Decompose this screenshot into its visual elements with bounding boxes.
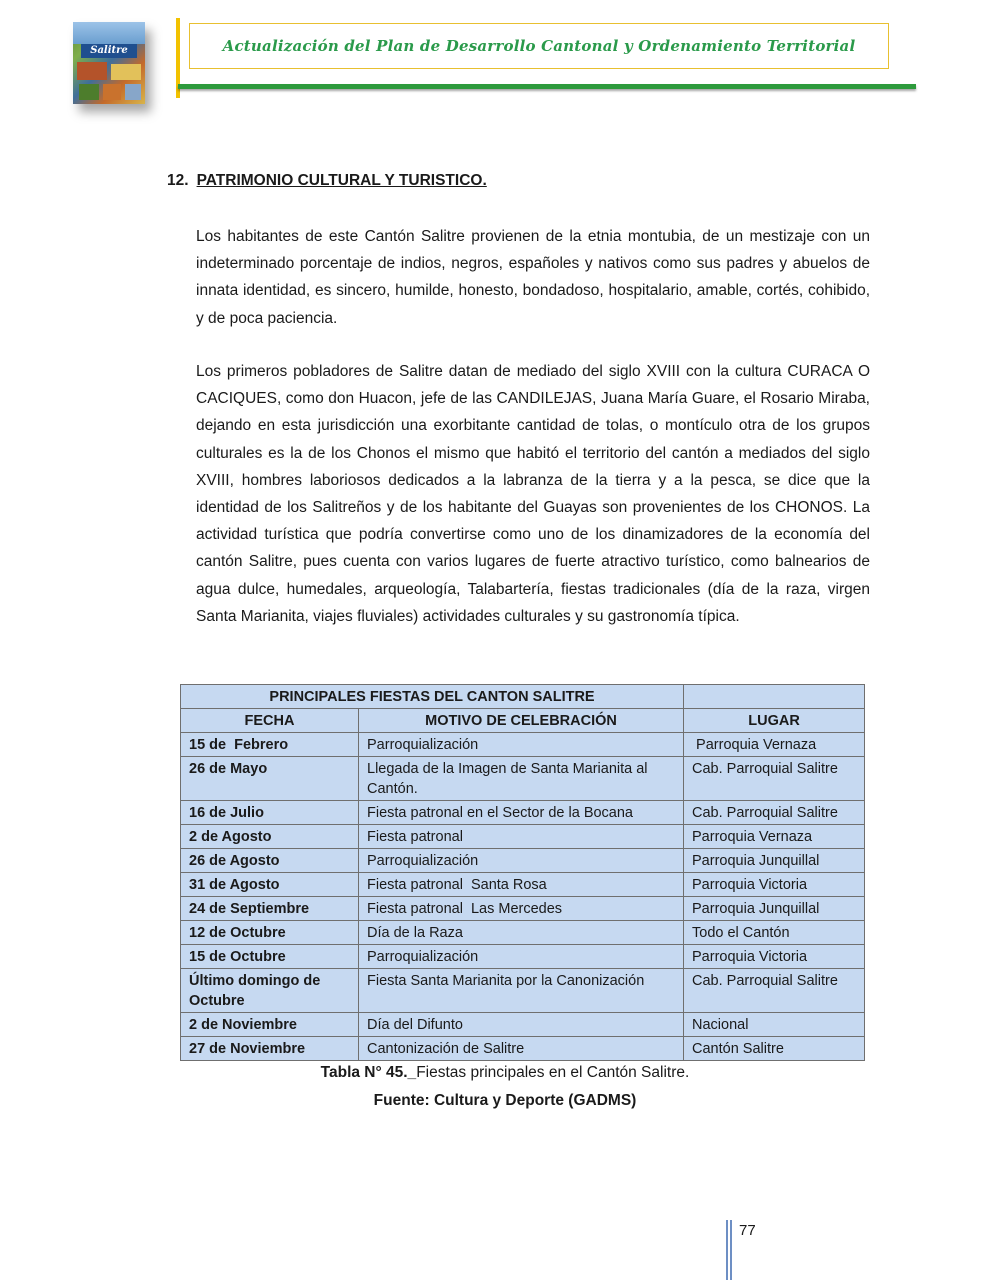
page-bar (730, 1220, 732, 1280)
paragraph-2: Los primeros pobladores de Salitre datan de mediado del siglo XVIII con la cultura CURACA O CACIQUES, como don Huacon, jefe de las CANDILEJAS, Juana María Guare, el Rosario Miraba, dejando en esta jurisdicción una exorbitante cantidad de tolas, o montículo otra de los grupos culturales es la de los Chonos el mismo que habitó el territorio del cantón a mediados del siglo XVIII, hombres laboriosos dedicados a la labranza de la tierra y a la pesca, se dice que la identidad de los Salitreños y de los habitante del Guayas son provenientes de los CHONOS. La actividad turística que podría convertirse como uno de los dinamizadores de la economía del cantón Salitre, pues cuenta con varios lugares de fuerte atractivo turístico, como balnearios de agua dulce, humedales, arqueología, Talabartería, fiestas tradicionales (día de la raza, virgen Santa Marianita, viajes fluviales) actividades culturales y su gastronomía típica. (196, 363, 870, 625)
cell-lugar: Parroquia Junquillal (684, 897, 865, 921)
cell-lugar: Todo el Cantón (684, 921, 865, 945)
table-row (181, 897, 865, 921)
cell-fecha: 16 de Julio (181, 801, 359, 825)
table-row (181, 733, 865, 757)
cell-lugar: Parroquia Victoria (684, 873, 865, 897)
paragraph-1: Los habitantes de este Cantón Salitre provienen de la etnia montubia, de un mestizaje con un indeterminado porcentaje de indios, negros, españoles y nativos como sus padres y abuelos de innata identidad, es sincero, humilde, honesto, bondadoso, hospitalario, amable, cortés, cohibido, y de poca paciencia. (196, 228, 870, 327)
table-title: PRINCIPALES FIESTAS DEL CANTON SALITRE (181, 685, 684, 709)
table-row (181, 969, 865, 1013)
table-row (181, 873, 865, 897)
header-fecha: FECHA (181, 709, 359, 733)
cell-lugar: Cantón Salitre (684, 1037, 865, 1061)
table-title-row (181, 685, 865, 709)
table-body (181, 733, 865, 1061)
cell-fecha: 12 de Octubre (181, 921, 359, 945)
header-title: Actualización del Plan de Desarrollo Cantonal y Ordenamiento Territorial (222, 37, 856, 55)
cell-motivo: Parroquialización (359, 733, 684, 757)
cell-fecha: 27 de Noviembre (181, 1037, 359, 1061)
cell-lugar: Cab. Parroquial Salitre (684, 969, 865, 1013)
cell-fecha: 15 de Octubre (181, 945, 359, 969)
table-row (181, 849, 865, 873)
cell-motivo: Llegada de la Imagen de Santa Marianita al Cantón. (359, 757, 684, 801)
header-motivo: MOTIVO DE CELEBRACIÓN (359, 709, 684, 733)
cell-motivo: Parroquialización (359, 945, 684, 969)
cell-lugar: Nacional (684, 1013, 865, 1037)
table-caption (180, 1064, 830, 1082)
page-number: 77 (739, 1222, 756, 1239)
cell-lugar: Parroquia Vernaza (684, 825, 865, 849)
table-row (181, 945, 865, 969)
cell-motivo: Fiesta Santa Marianita por la Canonización (359, 969, 684, 1013)
salitre-logo (73, 22, 145, 104)
cell-fecha: 2 de Noviembre (181, 1013, 359, 1037)
logo-label: Salitre (81, 44, 137, 58)
cell-fecha: 2 de Agosto (181, 825, 359, 849)
cell-lugar: Parroquia Victoria (684, 945, 865, 969)
fiestas-table (180, 684, 865, 1061)
cell-motivo: Fiesta patronal Santa Rosa (359, 873, 684, 897)
cell-lugar: Parroquia Junquillal (684, 849, 865, 873)
cell-fecha: 15 de Febrero (181, 733, 359, 757)
header-lugar: LUGAR (684, 709, 865, 733)
caption-text: Fiestas principales en el Cantón Salitre. (416, 1064, 690, 1081)
caption-label: Tabla N° 45._ (320, 1064, 417, 1081)
cell-lugar: Cab. Parroquial Salitre (684, 757, 865, 801)
table-row (181, 1013, 865, 1037)
cell-motivo: Fiesta patronal Las Mercedes (359, 897, 684, 921)
cell-motivo: Día de la Raza (359, 921, 684, 945)
cell-motivo: Fiesta patronal en el Sector de la Bocana (359, 801, 684, 825)
section-title: PATRIMONIO CULTURAL Y TURISTICO. (196, 172, 487, 189)
table-header-row (181, 709, 865, 733)
cell-lugar: Parroquia Vernaza (684, 733, 865, 757)
table-row (181, 825, 865, 849)
cell-motivo: Fiesta patronal (359, 825, 684, 849)
cell-fecha: 26 de Agosto (181, 849, 359, 873)
header-rule (178, 84, 916, 89)
section-heading (167, 172, 487, 190)
cell-fecha: 24 de Septiembre (181, 897, 359, 921)
page-bar (726, 1220, 728, 1280)
cell-motivo: Día del Difunto (359, 1013, 684, 1037)
cell-fecha: 26 de Mayo (181, 757, 359, 801)
table-title-empty-cell (684, 685, 865, 709)
table-row (181, 921, 865, 945)
section-number: 12. (167, 172, 189, 189)
table-row (181, 801, 865, 825)
header-title-box (189, 23, 889, 69)
cell-fecha: Último domingo de Octubre (181, 969, 359, 1013)
cell-fecha: 31 de Agosto (181, 873, 359, 897)
cell-motivo: Cantonización de Salitre (359, 1037, 684, 1061)
table-row (181, 1037, 865, 1061)
cell-motivo: Parroquialización (359, 849, 684, 873)
table-row (181, 757, 865, 801)
cell-lugar: Cab. Parroquial Salitre (684, 801, 865, 825)
caption-source: Fuente: Cultura y Deporte (GADMS) (373, 1092, 637, 1109)
